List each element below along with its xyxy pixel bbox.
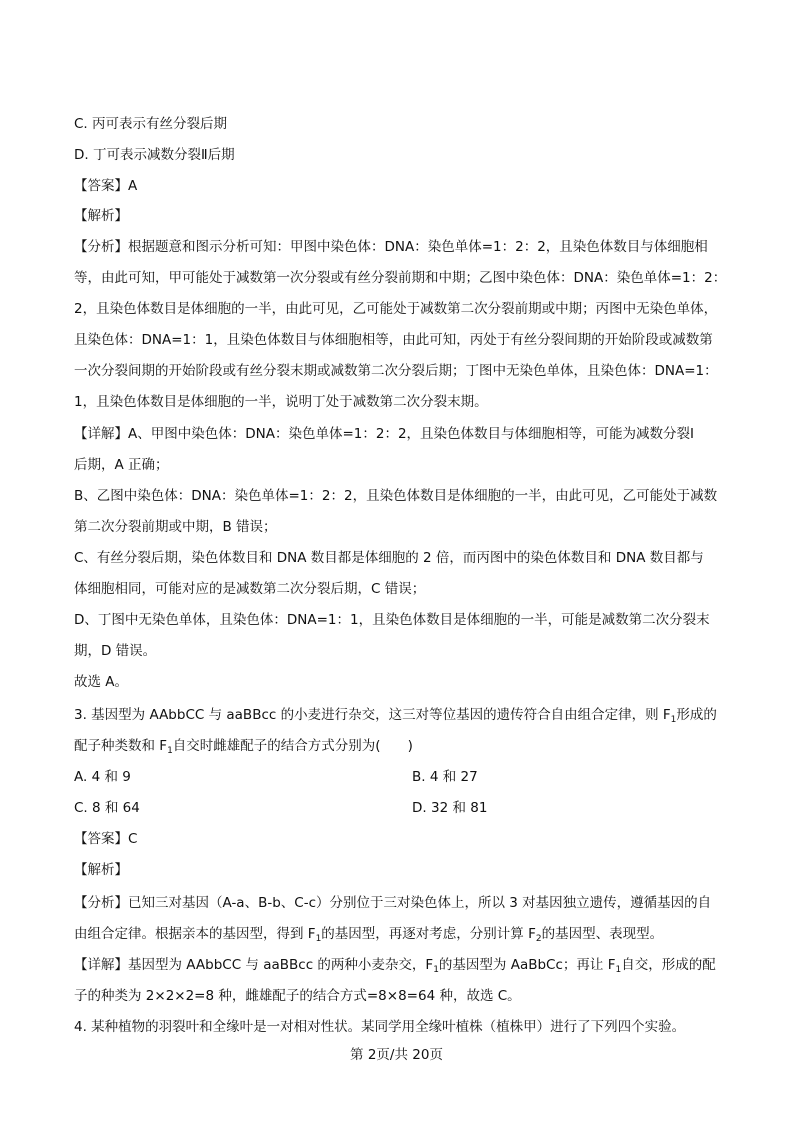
- analysis-paragraph-line: 等，由此可知，甲可能处于减数第一次分裂或有丝分裂前期和中期；乙图中染色体：DNA：染色单体=1：2：: [74, 270, 727, 286]
- option-c: C. 丙可表示有丝分裂后期: [74, 116, 228, 132]
- question-4-stem: 4. 某种植物的羽裂叶和全缘叶是一对相对性状。某同学用全缘叶植株（植株甲）进行了下列四个实验。: [74, 1019, 686, 1035]
- detail-paragraph-line: D、丁图中无染色单体，且染色体：DNA=1：1，且染色体数目是体细胞的一半，可能是减数第二次分裂末: [74, 612, 710, 628]
- analysis-paragraph-line: 由组合定律。根据亲本的基因型，得到 $F_1$的基因型，再逐对考虑，分别计算 $F_2$的基因型、表现型。: [74, 926, 664, 944]
- conclusion-line: 故选 A。: [74, 674, 129, 690]
- option-c: C. 8 和 64: [74, 800, 140, 816]
- detail-paragraph-line: 期，D 错误。: [74, 643, 157, 659]
- detail-paragraph-line: 【详解】基因型为 AAbbCC 与 aaBBcc 的两种小麦杂交，$F_1$的基因型为 AaBbCc；再让 $F_1$自交，形成的配: [74, 957, 716, 975]
- page-footer: 第 2页/共 20页: [350, 1047, 443, 1063]
- option-a: A. 4 和 9: [74, 769, 131, 785]
- analysis-paragraph-line: 且染色体：DNA=1：1，且染色体数目与体细胞相等，由此可知，丙处于有丝分裂间期的开始阶段或减数第: [74, 332, 713, 348]
- analysis-label: 【解析】: [74, 208, 128, 224]
- option-d: D. 32 和 81: [412, 800, 488, 816]
- answer-label: 【答案】C: [74, 831, 138, 847]
- question-3-stem-line: 配子种类数和 $F_1$自交时雌雄配子的结合方式分别为( ): [74, 738, 413, 756]
- detail-paragraph-line: B、乙图中染色体：DNA：染色单体=1：2：2，且染色体数目是体细胞的一半，由此可见，乙可能处于减数: [74, 488, 718, 504]
- detail-paragraph-line: 子的种类为 2×2×2=8 种，雌雄配子的结合方式=8×8=64 种，故选 C。: [74, 988, 521, 1004]
- detail-paragraph-line: C、有丝分裂后期，染色体数目和 DNA 数目都是体细胞的 2 倍，而丙图中的染色体数目和 DNA 数目都与: [74, 550, 704, 566]
- analysis-paragraph-line: 一次分裂间期的开始阶段或有丝分裂末期或减数第二次分裂后期；丁图中无染色单体，且染色体：DNA=1：: [74, 363, 718, 379]
- detail-paragraph-line: 后期，A 正确；: [74, 457, 169, 473]
- answer-label: 【答案】A: [74, 178, 138, 194]
- analysis-paragraph-line: 【分析】根据题意和图示分析可知：甲图中染色体：DNA：染色单体=1：2：2，且染色体数目与体细胞相: [74, 239, 708, 255]
- option-b: B. 4 和 27: [412, 769, 478, 785]
- detail-paragraph-line: 【详解】A、甲图中染色体：DNA：染色单体=1：2：2，且染色体数目与体细胞相等，可能为减数分裂Ⅰ: [74, 426, 695, 442]
- detail-paragraph-line: 第二次分裂前期或中期，B 错误；: [74, 519, 277, 535]
- analysis-paragraph-line: 2，且染色体数目是体细胞的一半，由此可见，乙可能处于减数第二次分裂前期或中期；丙图中无染色单体，: [74, 301, 718, 317]
- analysis-label: 【解析】: [74, 862, 128, 878]
- question-3-stem-line: 3. 基因型为 AAbbCC 与 aaBBcc 的小麦进行杂交，这三对等位基因的遗传符合自由组合定律，则 $F_1$形成的: [74, 707, 717, 725]
- analysis-paragraph-line: 【分析】已知三对基因（A-a、B-b、C-c）分别位于三对染色体上，所以 3 对基因独立遗传，遵循基因的自: [74, 895, 712, 911]
- detail-paragraph-line: 体细胞相同，可能对应的是减数第二次分裂后期，C 错误；: [74, 581, 426, 597]
- option-d: D. 丁可表示减数分裂Ⅱ后期: [74, 147, 235, 163]
- analysis-paragraph-line: 1，且染色体数目是体细胞的一半，说明丁处于减数第二次分裂末期。: [74, 394, 488, 410]
